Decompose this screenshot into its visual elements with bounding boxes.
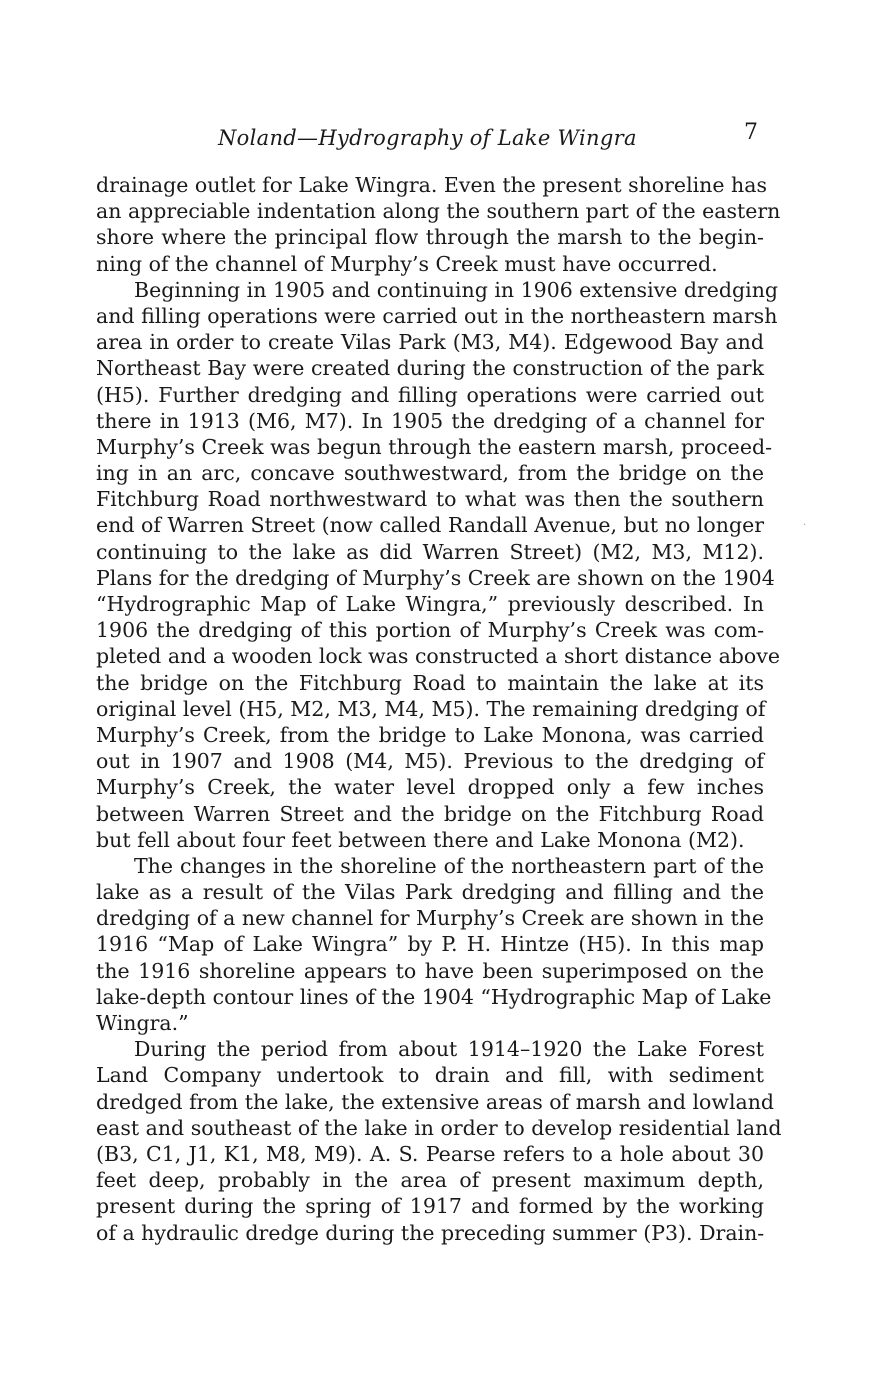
text-line: Northeast Bay were created during the construction of the park [96,356,764,381]
text-line: but fell about four feet between there and Lake Monona (M2). [96,827,745,852]
text-line: During the period from about 1914–1920 the Lake Forest [134,1037,764,1062]
text-line: Murphy’s Creek, from the bridge to Lake Monona, was carried [96,722,764,747]
text-line: of a hydraulic dredge during the preceding summer (P3). Drain- [96,1220,765,1245]
text-line: ning of the channel of Murphy’s Creek must have occurred. [96,251,718,276]
text-line: Beginning in 1905 and continuing in 1906 extensive dredging [134,277,779,302]
text-line: continuing to the lake as did Warren Street) (M2, M3, M12). [96,539,764,564]
text-line: Land Company undertook to drain and fill, with sediment [96,1063,764,1088]
text-line: Murphy’s Creek, the water level dropped only a few inches [96,775,764,800]
text-line: there in 1913 (M6, M7). In 1905 the dredging of a channel for [96,408,764,433]
text-line: dredging of a new channel for Murphy’s Creek are shown in the [96,906,765,931]
text-line: (H5). Further dredging and filling operations were carried out [96,382,764,407]
text-line: lake-depth contour lines of the 1904 “Hydrographic Map of Lake [96,984,772,1009]
speck-mark: · [803,520,807,531]
text-line: pleted and a wooden lock was constructed a short distance above [96,644,780,669]
text-line: 1906 the dredging of this portion of Murphy’s Creek was com- [96,618,764,643]
page-number: 7 [744,120,758,145]
text-line: Fitchburg Road northwestward to what was then the southern [96,487,764,512]
paragraph [96,277,780,853]
text-line: and filling operations were carried out in the northeastern marsh [96,303,778,328]
paragraph [96,1036,782,1246]
text-line: Wingra.” [96,1011,189,1035]
text-line: end of Warren Street (now called Randall Avenue, but no longer [96,513,764,538]
text-line: east and southeast of the lake in order to develop residential land [96,1115,782,1140]
text-line: 1916 “Map of Lake Wingra” by P. H. Hintze (H5). In this map [96,932,764,957]
text-line: dredged from the lake, the extensive areas of marsh and lowland [96,1089,775,1114]
text-line: shore where the principal flow through the marsh to the begin- [96,225,764,250]
text-line: drainage outlet for Lake Wingra. Even the present shoreline has [96,173,767,197]
text-line: present during the spring of 1917 and formed by the working [96,1194,764,1219]
paragraph [96,172,781,277]
text-line: area in order to create Vilas Park (M3, M4). Edgewood Bay and [96,330,764,355]
text-line: an appreciable indentation along the southern part of the eastern [96,199,781,224]
body-text [96,172,782,1246]
text-line: ing in an arc, concave southwestward, from the bridge on the [96,461,764,486]
text-line: feet deep, probably in the area of present maximum depth, [96,1168,764,1193]
text-line: “Hydrographic Map of Lake Wingra,” previously described. In [96,592,764,616]
running-title: Noland—Hydrography of Lake Wingra [218,126,637,150]
text-line: lake as a result of the Vilas Park dredging and filling and the [96,880,764,905]
text-line: The changes in the shoreline of the northeastern part of the [134,853,764,878]
text-line: Murphy’s Creek was begun through the eastern marsh, proceed- [96,434,772,459]
text-line: Plans for the dredging of Murphy’s Creek are shown on the 1904 [96,565,775,590]
text-line: the bridge on the Fitchburg Road to maintain the lake at its [96,670,764,695]
running-header [96,118,764,158]
text-line: (B3, C1, J1, K1, M8, M9). A. S. Pearse refers to a hole about 30 [96,1141,764,1166]
text-line: between Warren Street and the bridge on the Fitchburg Road [96,801,764,826]
text-line: out in 1907 and 1908 (M4, M5). Previous to the dredging of [96,749,764,774]
paragraph [96,853,772,1036]
text-line: the 1916 shoreline appears to have been superimposed on the [96,958,764,983]
text-line: original level (H5, M2, M3, M4, M5). The remaining dredging of [96,696,766,721]
